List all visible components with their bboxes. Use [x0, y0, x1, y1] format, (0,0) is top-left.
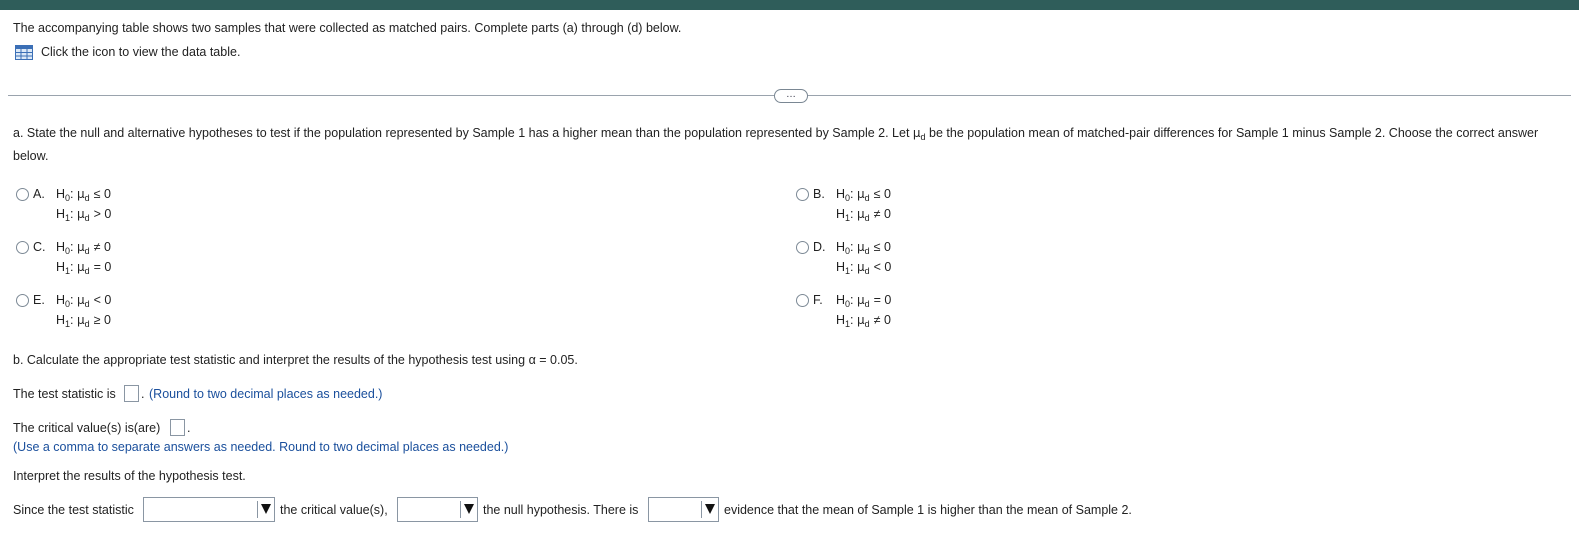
mu-symbol: μ: [857, 187, 865, 201]
expand-more-button[interactable]: …: [774, 89, 808, 103]
mu-subscript: d: [864, 266, 870, 276]
test-stat-input[interactable]: [124, 385, 139, 402]
mu-subscript: d: [864, 319, 870, 329]
hypothesis-relation: > 0: [93, 207, 112, 221]
hypothesis-relation: ≤ 0: [93, 187, 111, 201]
hypothesis-h: H: [836, 240, 846, 254]
mu-symbol: μ: [857, 293, 865, 307]
alternative-hypothesis: [56, 207, 111, 223]
null-hypothesis: [836, 240, 891, 256]
mu-subscript: d: [84, 319, 90, 329]
option-letter[interactable]: E.: [33, 293, 45, 307]
hypothesis-relation: ≥ 0: [93, 313, 111, 327]
critical-value-input[interactable]: [170, 419, 185, 436]
colon: :: [70, 207, 77, 221]
colon: :: [850, 240, 857, 254]
question-end: be the population mean of matched-pair differences for Sample 1 minus Sample 2. Choose the correct answer below.: [13, 126, 1539, 163]
hypothesis-subscript: 1: [845, 266, 851, 276]
hypothesis-relation: < 0: [873, 260, 892, 274]
option-radio[interactable]: [796, 188, 809, 201]
dropdown-separator: [701, 501, 702, 518]
hypothesis-subscript: 0: [845, 246, 851, 256]
mu-symbol: μ: [857, 240, 865, 254]
dropdown-arrow-icon: [464, 504, 474, 514]
null-hypothesis: [56, 293, 111, 309]
mu-symbol: μ: [857, 260, 865, 274]
alternative-hypothesis: [56, 260, 111, 276]
mu-symbol: μ: [77, 313, 85, 327]
hypothesis-h: H: [56, 293, 66, 307]
comparison-dropdown[interactable]: [143, 497, 275, 522]
colon: :: [70, 240, 77, 254]
colon: :: [850, 260, 857, 274]
interpret-label: Interpret the results of the hypothesis test.: [13, 469, 246, 483]
hypothesis-h: H: [836, 260, 846, 274]
hypothesis-relation: ≠ 0: [873, 207, 891, 221]
option-radio[interactable]: [16, 241, 29, 254]
hypothesis-h: H: [56, 260, 66, 274]
dropdown-separator: [257, 501, 258, 518]
hypothesis-h: H: [56, 313, 66, 327]
mu-subscript: d: [864, 213, 870, 223]
dropdown-arrow-icon: [261, 504, 271, 514]
test-stat-label: The test statistic is: [13, 387, 116, 401]
mu-symbol: μ: [77, 260, 85, 274]
hypothesis-subscript: 0: [65, 299, 71, 309]
hypothesis-subscript: 1: [65, 319, 71, 329]
mu-subscript: d: [84, 266, 90, 276]
critical-value-label: The critical value(s) is(are): [13, 421, 161, 435]
colon: :: [850, 207, 857, 221]
mu-subscript: d: [84, 299, 90, 309]
hypothesis-relation: < 0: [93, 293, 112, 307]
hypothesis-subscript: 0: [845, 193, 851, 203]
decision-dropdown[interactable]: [397, 497, 478, 522]
alternative-hypothesis: [836, 260, 891, 276]
option-radio[interactable]: [16, 294, 29, 307]
hypothesis-h: H: [56, 187, 66, 201]
mu-symbol: μ: [77, 240, 85, 254]
option-radio[interactable]: [796, 241, 809, 254]
question-start: a. State the null and alternative hypotheses to test if the population represented by Sample 1 has a higher mean than the population represented by Sample 2. Let: [13, 126, 913, 140]
alternative-hypothesis: [56, 313, 111, 329]
option-radio[interactable]: [16, 188, 29, 201]
hypothesis-h: H: [56, 240, 66, 254]
option-letter[interactable]: D.: [813, 240, 826, 254]
data-table-link[interactable]: Click the icon to view the data table.: [41, 45, 241, 59]
null-hypothesis-text: the null hypothesis. There is: [483, 503, 639, 517]
hypothesis-subscript: 1: [845, 213, 851, 223]
test-stat-hint: (Round to two decimal places as needed.): [149, 387, 383, 401]
option-radio[interactable]: [796, 294, 809, 307]
colon: :: [70, 313, 77, 327]
mu-subscript: d: [84, 213, 90, 223]
mu-symbol: μ: [77, 293, 85, 307]
hypothesis-relation: ≠ 0: [873, 313, 891, 327]
colon: :: [70, 187, 77, 201]
hypothesis-relation: ≠ 0: [93, 240, 111, 254]
option-letter[interactable]: A.: [33, 187, 45, 201]
mu-symbol: μ: [912, 126, 921, 140]
mu-subscript: d: [84, 246, 90, 256]
hypothesis-relation: = 0: [93, 260, 112, 274]
hypothesis-relation: ≤ 0: [873, 187, 891, 201]
hypothesis-relation: ≤ 0: [873, 240, 891, 254]
evidence-dropdown[interactable]: [648, 497, 719, 522]
mu-subscript: d: [864, 193, 870, 203]
critical-value-text: the critical value(s),: [280, 503, 388, 517]
part-a-question: [13, 124, 1563, 166]
mu-subscript: d: [864, 246, 870, 256]
option-letter[interactable]: F.: [813, 293, 823, 307]
mu-subscript: d: [84, 193, 90, 203]
part-b-prompt: b. Calculate the appropriate test statistic and interpret the results of the hypothesis test using α = 0.05.: [13, 353, 578, 367]
option-letter[interactable]: B.: [813, 187, 825, 201]
alternative-hypothesis: [836, 313, 891, 329]
null-hypothesis: [836, 187, 891, 203]
hypothesis-subscript: 1: [65, 266, 71, 276]
hypothesis-h: H: [836, 293, 846, 307]
option-letter[interactable]: C.: [33, 240, 46, 254]
test-stat-period: .: [141, 387, 145, 401]
hypothesis-h: H: [836, 207, 846, 221]
since-text: Since the test statistic: [13, 503, 134, 517]
null-hypothesis: [56, 240, 111, 256]
hypothesis-subscript: 0: [65, 193, 71, 203]
mu-symbol: μ: [857, 207, 865, 221]
critical-value-hint: (Use a comma to separate answers as needed. Round to two decimal places as needed.): [13, 440, 509, 454]
alternative-hypothesis: [836, 207, 891, 223]
hypothesis-subscript: 0: [845, 299, 851, 309]
mu-symbol: μ: [857, 313, 865, 327]
top-bar: [0, 0, 1579, 10]
dropdown-separator: [460, 501, 461, 518]
mu-subscript: d: [864, 299, 870, 309]
hypothesis-subscript: 1: [65, 213, 71, 223]
colon: :: [70, 293, 77, 307]
mu-symbol: μ: [77, 207, 85, 221]
mu-subscript: d: [920, 132, 926, 142]
hypothesis-h: H: [56, 207, 66, 221]
mu-symbol: μ: [77, 187, 85, 201]
colon: :: [850, 187, 857, 201]
colon: :: [850, 293, 857, 307]
hypothesis-h: H: [836, 187, 846, 201]
intro-text: The accompanying table shows two samples that were collected as matched pairs. Complete parts (a) through (d) below.: [13, 21, 682, 35]
hypothesis-subscript: 1: [845, 319, 851, 329]
data-table-icon[interactable]: [15, 45, 33, 60]
null-hypothesis: [836, 293, 891, 309]
dropdown-arrow-icon: [705, 504, 715, 514]
hypothesis-h: H: [836, 313, 846, 327]
hypothesis-relation: = 0: [873, 293, 892, 307]
hypothesis-subscript: 0: [65, 246, 71, 256]
critical-period: .: [187, 421, 191, 435]
colon: :: [850, 313, 857, 327]
evidence-text: evidence that the mean of Sample 1 is higher than the mean of Sample 2.: [724, 503, 1132, 517]
null-hypothesis: [56, 187, 111, 203]
colon: :: [70, 260, 77, 274]
